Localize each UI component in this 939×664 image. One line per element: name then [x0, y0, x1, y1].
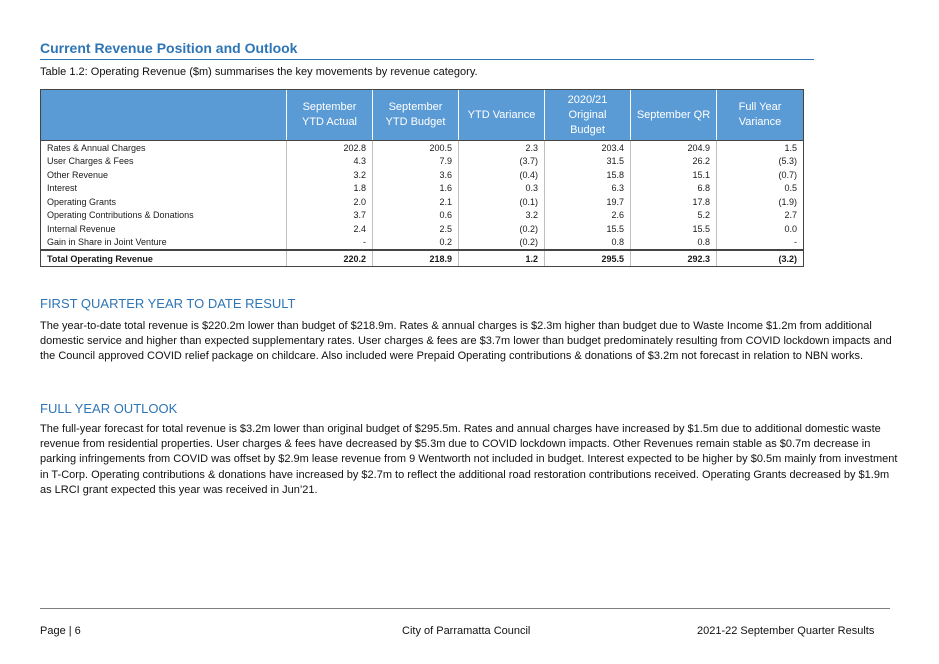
row-value: 292.3 [631, 250, 717, 267]
row-value: 26.2 [631, 155, 717, 169]
row-value: 15.8 [545, 168, 631, 182]
row-value: (3.2) [717, 250, 804, 267]
row-value: (0.2) [459, 222, 545, 236]
row-value: 1.5 [717, 141, 804, 155]
row-value: 295.5 [545, 250, 631, 267]
header-ytd-actual: September YTD Actual [287, 90, 373, 141]
row-value: 0.0 [717, 222, 804, 236]
row-value: 0.8 [545, 236, 631, 251]
row-value: 3.2 [459, 209, 545, 223]
first-quarter-body: The year-to-date total revenue is $220.2m lower than budget of $218.9m. Rates & annual charges is $2.3m higher than budget due to Waste Income $1.2m from additional domestic service and higher than expected supplementary rates. User charges & fees are $3.7m lower than budget predominately resulting from COVID lockdown impacts and the Council approved COVID relief package on childcare. Also included were Prepaid Operating contributions & donations of $3.2m not forecast in relation to NBN works. [40, 320, 892, 363]
footer-report-title: 2021-22 September Quarter Results [697, 625, 875, 637]
row-value: 203.4 [545, 141, 631, 155]
row-value: 3.7 [287, 209, 373, 223]
row-value: 17.8 [631, 195, 717, 209]
row-value: 2.0 [287, 195, 373, 209]
row-label: Other Revenue [41, 168, 287, 182]
row-label: Rates & Annual Charges [41, 141, 287, 155]
full-year-body: The full-year forecast for total revenue is $3.2m lower than original budget of $295.5m. Rates and annual charges have increased by $1.5m due to additional domestic waste revenue from residential properties. User charges & fees have decreased by $5.3m due to COVID lockdown impacts. Other Revenues remain stable as $0.7m decrease in parking infringements from COVID was offset by $2.9m lease revenue from 9 Wentworth not included in budget. Interest expected to be higher by $0.5m mainly from investment in T-Corp. Operating contributions & donations have increased by $2.7m to reflect the additional road restoration contributions received. Operating Grants decreased by $1.9m as LRCI grant expected this year was received in Jun’21. [40, 423, 898, 496]
row-value: (5.3) [717, 155, 804, 169]
row-label: Interest [41, 182, 287, 196]
operating-revenue-table [40, 89, 804, 267]
row-label: Operating Contributions & Donations [41, 209, 287, 223]
table-row [41, 168, 804, 182]
header-category [41, 90, 287, 141]
row-value: (0.1) [459, 195, 545, 209]
row-value: 15.5 [631, 222, 717, 236]
row-value: 3.2 [287, 168, 373, 182]
row-value: 1.8 [287, 182, 373, 196]
footer-divider [40, 608, 890, 609]
row-value: 220.2 [287, 250, 373, 267]
header-september-qr: September QR [631, 90, 717, 141]
row-value: (0.7) [717, 168, 804, 182]
table-total-row [41, 250, 804, 267]
row-value: 2.3 [459, 141, 545, 155]
row-value: 2.5 [373, 222, 459, 236]
table-caption: Table 1.2: Operating Revenue ($m) summarises the key movements by revenue category. [40, 66, 478, 78]
row-value: 0.2 [373, 236, 459, 251]
table-row [41, 195, 804, 209]
row-label: Total Operating Revenue [41, 250, 287, 267]
row-label: Operating Grants [41, 195, 287, 209]
row-value: - [287, 236, 373, 251]
table-row [41, 222, 804, 236]
full-year-heading: FULL YEAR OUTLOOK [40, 401, 178, 416]
row-value: 1.2 [459, 250, 545, 267]
row-value: 2.4 [287, 222, 373, 236]
header-ytd-variance: YTD Variance [459, 90, 545, 141]
row-value: 2.7 [717, 209, 804, 223]
title-divider [40, 59, 814, 60]
row-value: 0.6 [373, 209, 459, 223]
header-full-year-variance: Full Year Variance [717, 90, 804, 141]
row-value: 6.8 [631, 182, 717, 196]
row-label: User Charges & Fees [41, 155, 287, 169]
row-value: 0.5 [717, 182, 804, 196]
row-value: (3.7) [459, 155, 545, 169]
row-value: 218.9 [373, 250, 459, 267]
header-ytd-budget: September YTD Budget [373, 90, 459, 141]
row-value: 3.6 [373, 168, 459, 182]
table-row [41, 155, 804, 169]
first-quarter-heading: FIRST QUARTER YEAR TO DATE RESULT [40, 296, 296, 311]
section-title: Current Revenue Position and Outlook [40, 40, 298, 56]
row-value: 15.1 [631, 168, 717, 182]
footer-organisation: City of Parramatta Council [402, 625, 531, 637]
row-label: Gain in Share in Joint Venture [41, 236, 287, 251]
row-value: 204.9 [631, 141, 717, 155]
table-row [41, 182, 804, 196]
row-value: 2.6 [545, 209, 631, 223]
row-value: - [717, 236, 804, 251]
table-header-row [41, 90, 804, 141]
row-value: 200.5 [373, 141, 459, 155]
row-value: 202.8 [287, 141, 373, 155]
row-value: 0.3 [459, 182, 545, 196]
row-value: 5.2 [631, 209, 717, 223]
row-value: (0.2) [459, 236, 545, 251]
table-row [41, 141, 804, 155]
row-value: 0.8 [631, 236, 717, 251]
footer-page-number: Page | 6 [40, 625, 81, 637]
row-value: 6.3 [545, 182, 631, 196]
row-label: Internal Revenue [41, 222, 287, 236]
table-row [41, 236, 804, 251]
row-value: 7.9 [373, 155, 459, 169]
header-original-budget: 2020/21 Original Budget [545, 90, 631, 141]
row-value: 2.1 [373, 195, 459, 209]
row-value: 15.5 [545, 222, 631, 236]
row-value: 19.7 [545, 195, 631, 209]
table-row [41, 209, 804, 223]
row-value: 31.5 [545, 155, 631, 169]
row-value: (0.4) [459, 168, 545, 182]
row-value: 1.6 [373, 182, 459, 196]
row-value: (1.9) [717, 195, 804, 209]
row-value: 4.3 [287, 155, 373, 169]
